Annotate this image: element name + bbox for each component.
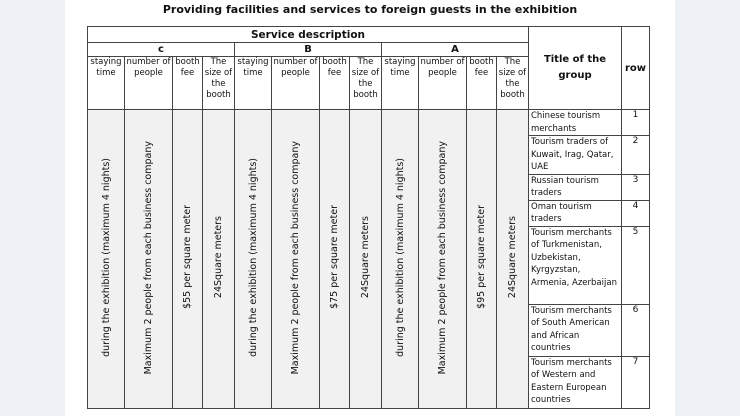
row-number-cell: 3 xyxy=(622,174,650,200)
row-number-cell: 2 xyxy=(622,136,650,175)
col-header-booth-fee: booth fee xyxy=(320,57,350,110)
col-header-staying-time: staying time xyxy=(382,57,419,110)
group-c-booth-fee: $55 per square meter xyxy=(173,110,203,409)
group-c-booth-size: 24Square meters xyxy=(203,110,235,409)
group-name-cell: Russian tourism traders xyxy=(529,174,622,200)
service-description-header: Service description xyxy=(88,27,529,43)
group-b-number-of-people: Maximum 2 people from each business company xyxy=(272,110,320,409)
row-number-cell: 5 xyxy=(622,226,650,304)
row-number-cell: 1 xyxy=(622,110,650,136)
col-header-staying-time: staying time xyxy=(88,57,125,110)
group-header-b: B xyxy=(235,43,382,57)
col-header-booth-fee: booth fee xyxy=(173,57,203,110)
document-title: Providing facilities and services to foreign guests in the exhibition xyxy=(162,3,578,16)
row-number-header: row xyxy=(622,27,650,110)
group-a-number-of-people: Maximum 2 people from each business company xyxy=(419,110,467,409)
row-number-cell: 4 xyxy=(622,200,650,226)
services-table xyxy=(87,26,650,409)
group-b-booth-size: 24Square meters xyxy=(350,110,382,409)
row-number-cell: 6 xyxy=(622,304,650,356)
group-a-booth-size: 24Square meters xyxy=(497,110,529,409)
group-b-staying-time: during the exhibition (maximum 4 nights) xyxy=(235,110,272,409)
group-header-a: A xyxy=(382,43,529,57)
group-name-cell: Tourism merchants of Western and Eastern European countries xyxy=(529,356,622,408)
group-name-cell: Oman tourism traders xyxy=(529,200,622,226)
group-header-c: c xyxy=(88,43,235,57)
group-a-staying-time: during the exhibition (maximum 4 nights) xyxy=(382,110,419,409)
row-number-cell: 7 xyxy=(622,356,650,408)
header-row-service xyxy=(88,27,650,43)
group-name-cell: Chinese tourism merchants xyxy=(529,110,622,136)
group-name-cell: Tourism merchants of Turkmenistan, Uzbekistan, Kyrgyzstan, Armenia, Azerbaijan xyxy=(529,226,622,304)
group-title-header: Title of the group xyxy=(529,27,622,110)
col-header-booth-fee: booth fee xyxy=(467,57,497,110)
group-b-booth-fee: $75 per square meter xyxy=(320,110,350,409)
group-a-booth-fee: $95 per square meter xyxy=(467,110,497,409)
col-header-booth-size: The size of the booth xyxy=(203,57,235,110)
col-header-number-of-people: number of people xyxy=(125,57,173,110)
col-header-number-of-people: number of people xyxy=(272,57,320,110)
document-page xyxy=(65,0,675,416)
group-name-cell: Tourism merchants of South American and African countries xyxy=(529,304,622,356)
group-c-number-of-people: Maximum 2 people from each business company xyxy=(125,110,173,409)
col-header-staying-time: staying time xyxy=(235,57,272,110)
table-row xyxy=(88,110,650,136)
col-header-booth-size: The size of the booth xyxy=(497,57,529,110)
group-c-staying-time: during the exhibition (maximum 4 nights) xyxy=(88,110,125,409)
col-header-number-of-people: number of people xyxy=(419,57,467,110)
group-name-cell: Tourism traders of Kuwait, Irag, Qatar, UAE xyxy=(529,136,622,175)
col-header-booth-size: The size of the booth xyxy=(350,57,382,110)
